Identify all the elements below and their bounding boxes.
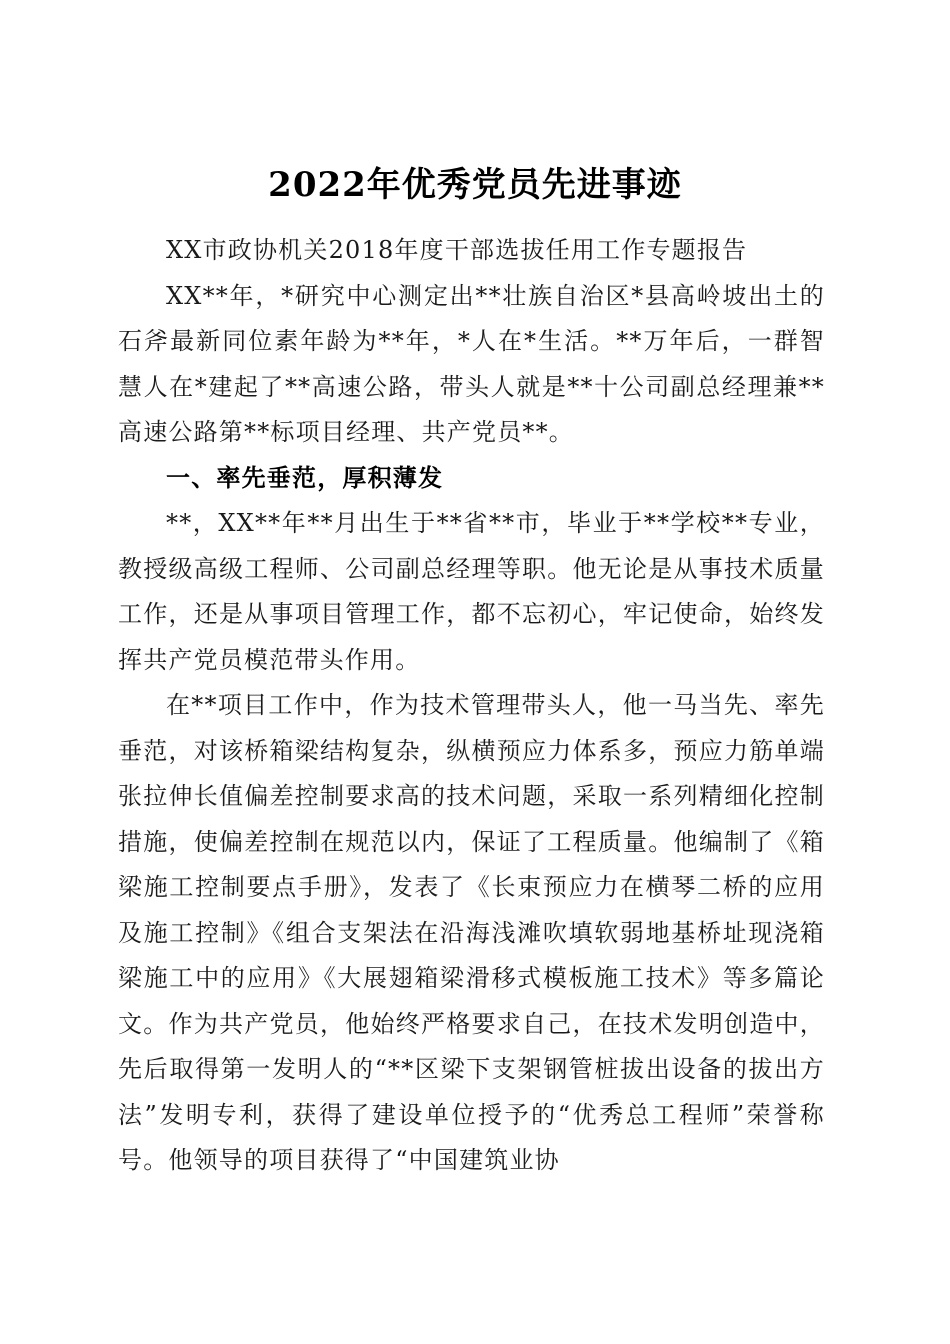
paragraph-intro: XX**年，*研究中心测定出**壮族自治区*县高岭坡出土的石斧最新同位素年龄为**年，*人在*生活。**万年后，一群智慧人在*建起了**高速公路，带头人就是**十公司副总经理兼**高速公路第**标项目经理、共产党员**。 (118, 281, 825, 446)
paragraph-report-title: XX市政协机关2018年度干部选拔任用工作专题报告 (166, 236, 748, 264)
section-heading: 一、率先垂范，厚积薄发 (166, 463, 444, 492)
paragraph-project-work: 在**项目工作中，作为技术管理带头人，他一马当先、率先垂范，对该桥箱梁结构复杂，纵横预应力体系多，预应力筋单端张拉伸长值偏差控制要求高的技术问题，采取一系列精细化控制措施，使偏差控制在规范以内，保证了工程质量。他编制了《箱梁施工控制要点手册》，发表了《长束预应力在横琴二桥的应用及施工控制》《组合支架法在沿海浅滩吹填软弱地基桥址现浇箱梁施工中的应用》《大展翅箱梁滑移式模板施工技术》等多篇论文。作为共产党员，他始终严格要求自己，在技术发明创造中，先后取得第一发明人的“**区梁下支架钢管桩拔出设备的拔出方法”发明专利，获得了建设单位授予的“优秀总工程师”荣誉称号。他领导的项目获得了“中国建筑业协 (118, 691, 825, 1174)
paragraph-biography: **，XX**年**月出生于**省**市，毕业于**学校**专业，教授级高级工程师、公司副总经理等职。他无论是从事技术质量工作，还是从事项目管理工作，都不忘初心，牢记使命，始终发挥共产党员模范带头作用。 (118, 509, 825, 674)
document-body (118, 228, 825, 1184)
document-title: 2022年优秀党员先进事迹 (268, 164, 682, 205)
